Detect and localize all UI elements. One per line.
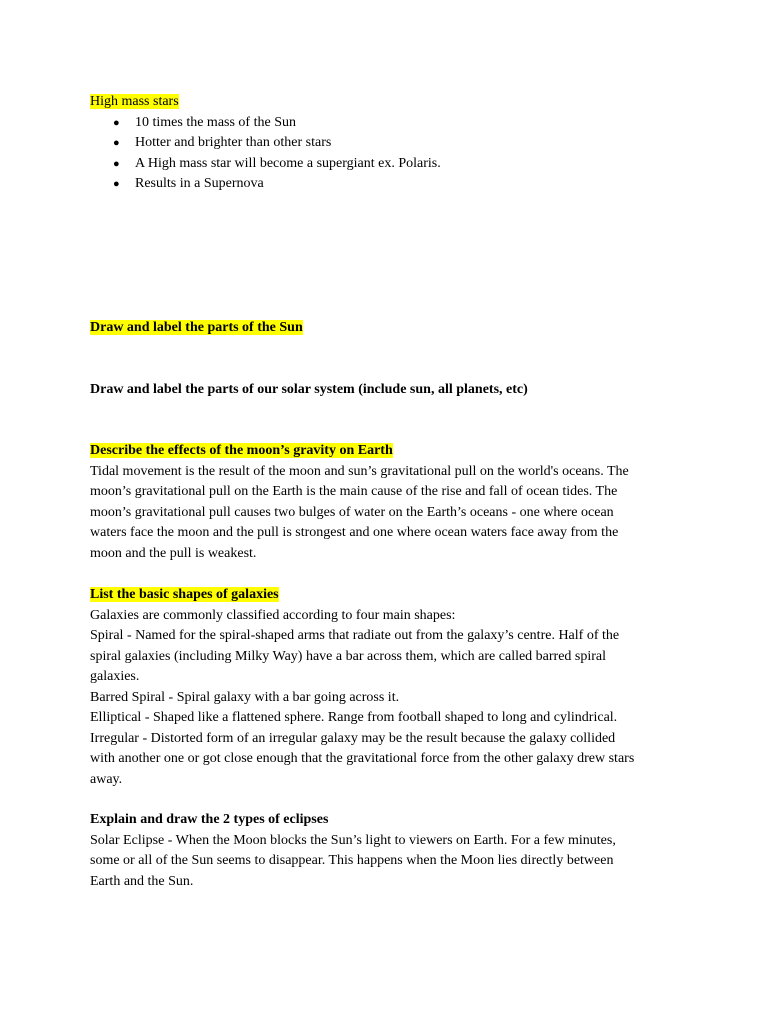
eclipses-line: Solar Eclipse - When the Moon blocks the Sun’s light to viewers on Earth. For a few minutes, [90,832,616,848]
moon-gravity-line: Tidal movement is the result of the moon and sun’s gravitational pull on the world's oceans. The [90,463,629,479]
galaxies-line: Spiral - Named for the spiral-shaped arms that radiate out from the galaxy’s centre. Half of the [90,628,620,643]
galaxies-line: Irregular - Distorted form of an irregular galaxy may be the result because the galaxy collided [90,730,616,746]
eclipses-line: Earth and the Sun. [90,873,194,889]
moon-gravity-heading-text: Describe the effects of the moon’s gravity on Earth [90,443,393,458]
list-item [90,154,690,175]
galaxies-line: Elliptical - Shaped like a flattened sphere. Range from football shaped to long and cylindrical. [90,710,618,725]
eclipses-heading: Explain and draw the 2 types of eclipses [90,812,329,827]
moon-gravity-heading [90,441,690,462]
sun-parts-heading: Draw and label the parts of the Sun [90,320,303,335]
list-item-text: A High mass star will become a supergiant ex. Polaris. [135,155,441,171]
moon-gravity-line: moon’s gravitational pull causes two bulges of water on the Earth’s oceans - one where ocean [90,504,614,520]
galaxies-line: with another one or got close enough that the gravitational force from the other galaxy drew stars [90,751,635,766]
moon-gravity-section [90,441,690,564]
galaxies-line: Barred Spiral - Spiral galaxy with a bar going across it. [90,689,400,705]
moon-gravity-line: waters face the moon and the pull is strongest and one where ocean waters face away from the [90,525,619,540]
solar-system-heading: Draw and label the parts of our solar system (include sun, all planets, etc) [90,382,528,397]
bullet-icon: ● [113,178,120,190]
eclipses-section [90,810,690,892]
high-mass-bullet-list [90,113,690,195]
sun-parts-section [90,318,690,339]
list-item-text: Results in a Supernova [135,176,264,191]
galaxies-heading-text: List the basic shapes of galaxies [90,587,279,602]
galaxies-line: Galaxies are commonly classified according to four main shapes: [90,607,456,623]
galaxies-line: galaxies. [90,669,140,684]
moon-gravity-line: moon and the pull is weakest. [90,545,257,561]
list-item [90,133,690,154]
galaxies-line: spiral galaxies (including Milky Way) have a bar across them, which are called barred spiral [90,648,607,664]
bullet-icon: ● [113,157,120,170]
galaxies-section [90,585,690,790]
high-mass-heading-text: High mass stars [90,94,179,109]
list-item-text: Hotter and brighter than other stars [135,135,332,150]
solar-system-section [90,380,690,401]
moon-gravity-line: moon’s gravitational pull on the Earth is the main cause of the rise and fall of ocean tides. The [90,484,618,499]
eclipses-line: some or all of the Sun seems to disappear. This happens when the Moon lies directly between [90,853,614,868]
list-item [90,113,690,134]
high-mass-section [90,92,690,195]
bullet-icon: ● [113,116,120,129]
list-item [90,174,690,195]
bullet-icon: ● [113,137,120,149]
list-item-text: 10 times the mass of the Sun [135,114,296,130]
high-mass-heading [90,92,690,113]
galaxies-line: away. [90,771,123,787]
galaxies-heading [90,585,690,606]
